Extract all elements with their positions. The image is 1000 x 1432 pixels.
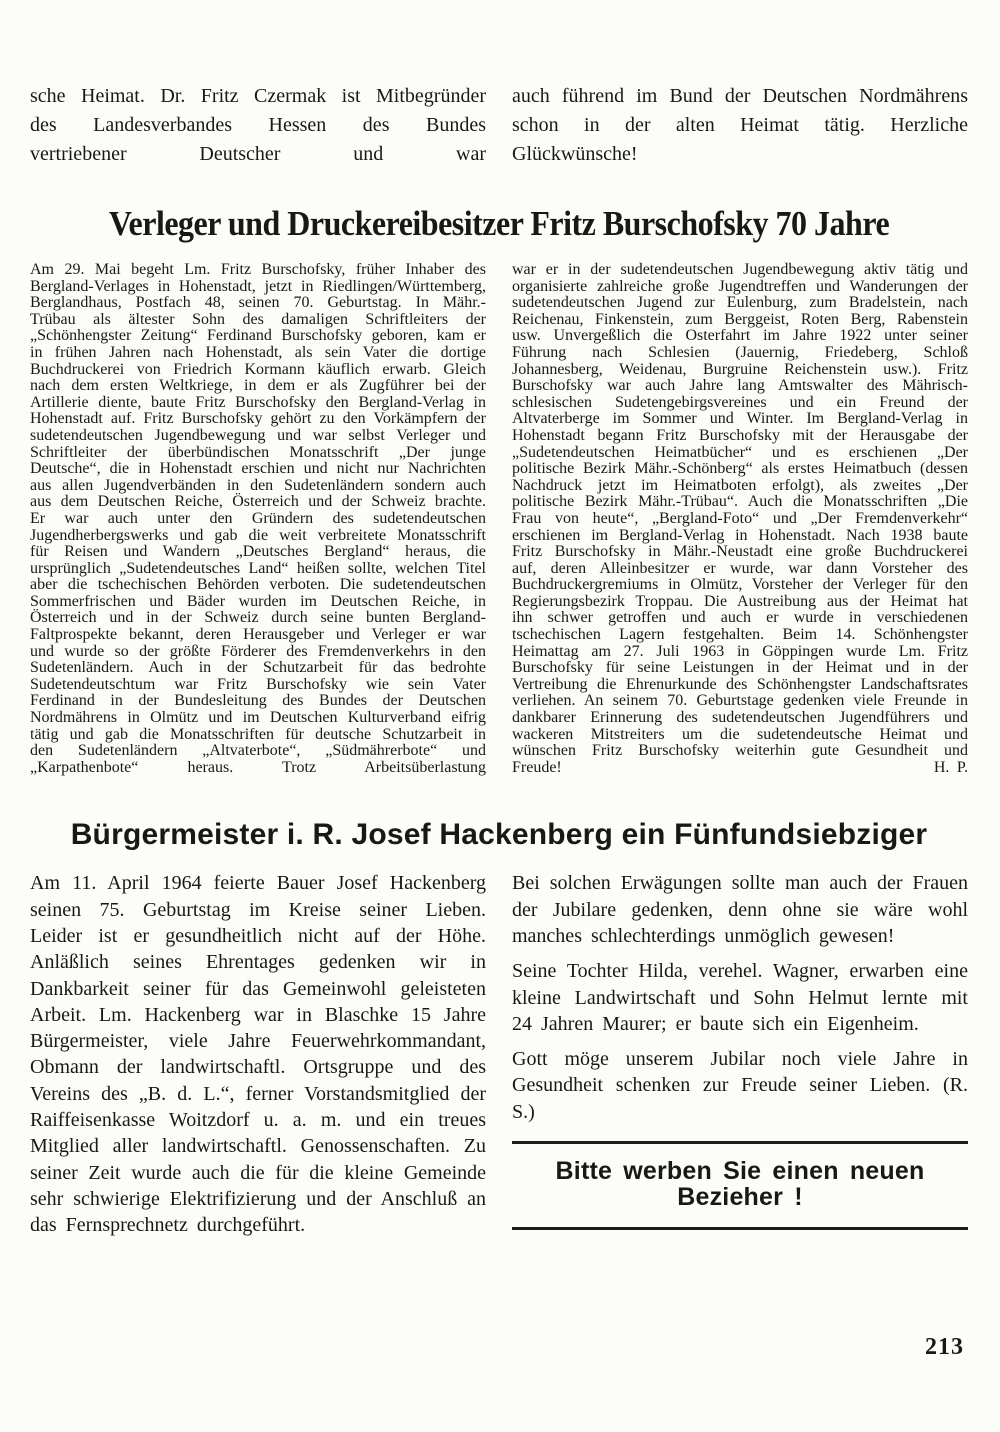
article1-column-left: Am 29. Mai begeht Lm. Fritz Burschofsky, früher Inhaber des Bergland-Verlages in Hohenstadt, jetzt in Riedlingen/Württemberg, Berglandhaus, Postfach 48, seinen 70. Geburtstag. In Mähr.-Trübau als ältester Sohn des damaligen Schriftleiters der „Schönhengster Zeitung“ Ferdinand Burschofsky geboren, kam er in frühen Jahren nach Hohenstadt, als sein Vater die dortige Buchdruckerei von Friedrich Kormann käuflich erwarb. Gleich nach dem ersten Weltkriege, in dem er als Zugführer bei der Artillerie diente, baute Fritz Burschofsky den Bergland-Verlag in Hohenstadt auf. Fritz Burschofsky gehört zu den Vorkämpfern der sudetendeutschen Jugendbewegung und war selbst Verleger und Schriftleiter der überbündischen Monatsschrift „Der junge Deutsche“, die in Hohenstadt erschien und nicht nur Nachrichten aus allen Jugendverbänden in den Sudetenländern sondern auch aus dem Deutschen Reiche, Österreich und der Schweiz brachte. Er war auch unter den Gründern des sudetendeutschen Jugendherbergswerks und gab die weit verbreitete Monatsschrift für Reisen und Wandern „Deutsches Bergland“ heraus, die ursprünglich „Sudetendeutsches Land“ heißen sollte, welchen Titel aber die tschechischen Behörden verboten. Die sudetendeutschen Sommerfrischen und Bäder wurden im Deutschen Reiche, in Österreich und in der Schweiz durch seine bunten Bergland-Faltprospekte bekannt, deren Herausgeber und Verleger er war und wurde so der größte Förderer des Fremdenverkehrs in den Sudetenländern. Auch in der Schutzarbeit für das bedrohte Sudetendeutschtum war Fritz Burschofsky wie sein Vater Ferdinand in der Bundesleitung des Bundes der Deutschen Nordmährens in Olmütz und im Deutschen Kulturverband eifrig tätig und gab die Monatsschriften für deutsche Schutzarbeit in den Sudetenländern „Altvaterbote“, „Südmährerbote“ und „Karpathenbote“ heraus. Trotz Arbeitsüberlastung: [30, 261, 486, 776]
article2-column-left: Am 11. April 1964 feierte Bauer Josef Hackenberg seinen 75. Geburtstag im Kreise seiner Lieben. Leider ist er gesundheitlich nicht auf der Höhe. Anläßlich seines Ehrentages gedenken wir in Dankbarkeit seiner für das Gemeinwohl geleisteten Arbeit. Lm. Hackenberg war in Blaschke 15 Jahre Bürgermeister, viele Jahre Feuerwehrkommandant, Obmann der landwirtschaftl. Ortsgruppe und des Vereins des „B. d. L.“, ferner Vorstandsmitglied der Raiffeisenkasse Woitzdorf u. a. m. und ein treues Mitglied aller landwirtschaftl. Genossenschaften. Zu seiner Zeit wurde auch die für die kleine Gemeinde sehr schwierige Elektrifizierung und der Anschluß an das Fernsprechnetz durchgeführt.: [30, 872, 486, 1237]
article1-body: [30, 262, 968, 776]
article1-headline: Verleger und Druckereibesitzer Fritz Burschofsky 70 Jahre: [108, 203, 890, 243]
article1-author-initials: H. P.: [933, 758, 968, 776]
article2-paragraph-3: Gott möge unserem Jubilar noch viele Jahre in Gesundheit schenken zur Freude seiner Lieben. (R. S.): [512, 1048, 968, 1123]
article1-column-right: [512, 262, 968, 776]
article2-headline: Bürgermeister i. R. Josef Hackenberg ein Fünfundsiebziger: [70, 818, 928, 852]
promo-text: Bitte werben Sie einen neuen Bezieher !: [555, 1157, 925, 1212]
continuation-column-right: auch führend im Bund der Deutschen Nordmährens schon in der alten Heimat tätig. Herzliche Glückwünsche!: [512, 85, 968, 165]
continuation-column-left: sche Heimat. Dr. Fritz Czermak ist Mitbegründer des Landesverbandes Hessen des Bundes vertriebener Deutscher und war: [30, 85, 486, 165]
article2-body: [30, 870, 968, 1247]
page-number: 213: [925, 1334, 964, 1360]
continuation-section: [30, 82, 968, 169]
promo-rule-bottom: [512, 1227, 968, 1230]
article2-paragraph-1: Bei solchen Erwägungen sollte man auch der Frauen der Jubilare gedenken, denn ohne sie wäre wohl manches schlechterdings unmöglich gewesen!: [512, 872, 968, 947]
article1-column-right-text: war er in der sudetendeutschen Jugendbewegung aktiv tätig und organisierte zahlreiche große Jugendtreffen und Wanderungen der sudetendeutschen Jugend zur Eulenburg, zum Bradelstein, nach Reichenau, Finkenstein, zum Berggeist, Roten Berg, Rabenstein usw. Unvergeßlich die Osterfahrt im Jahre 1922 unter seiner Führung nach Schlesien (Jauernig, Friedeberg, Schloß Johannesberg, Weidenau, Burgruine Reichenstein usw.). Fritz Burschofsky war auch Jahre lang Amtswalter des Mährisch-schlesischen Sudetengebirgsvereines und ein Freund der Altvaterberge im Sommer und Winter. Im Bergland-Verlag in Hohenstadt begann Fritz Burschofsky mit der Herausgabe der „Sudetendeutschen Heimatbücher“ und es erschienen „Der politische Bezirk Mähr.-Schönberg“ als erstes Heimatbuch (dessen Nachdruck jetzt im Heimatboten erfolgt), als zweites „Der politische Bezirk Mähr.-Trübau“. Auch die Monatsschriften „Die Frau von heute“, „Bergland-Foto“ und „Der Fremdenverkehr“ erschienen im Bergland-Verlag in Hohenstadt. Nach 1938 baute Fritz Burschofsky in Mähr.-Neustadt eine große Buchdruckerei auf, deren Alleinbesitzer er wurde, war dann Vorsteher des Buchdruckergremiums in Olmütz, Vorsteher der Verleger für den Regierungsbezirk Troppau. Die Austreibung aus der Heimat hat ihn schwer getroffen und auch er wurde in verschiedenen tschechischen Lagern festgehalten. Beim 14. Schönhengster Heimattag am 27. Juli 1963 in Göppingen wurde Lm. Fritz Burschofsky für seine Leistungen in der Heimat und in der Vertreibung die Ehrenurkunde des Schönhengster Landschaftsrates verliehen. An seinem 70. Geburtstage gedenken viele Freunde in dankbarer Erinnerung des sudetendeutschen Jugendführers und wackeren Mitstreiters um die sudetendeutsche Heimat und wünschen Fritz Burschofsky weiterhin gute Gesundheit und Freude!: [512, 261, 968, 776]
promo-rule-top: [512, 1141, 968, 1144]
article2-paragraph-2: Seine Tochter Hilda, verehel. Wagner, erwarben eine kleine Landwirtschaft und Sohn Helmut lernte mit 24 Jahren Maurer; er baute sich ein Eigenheim.: [512, 960, 968, 1035]
